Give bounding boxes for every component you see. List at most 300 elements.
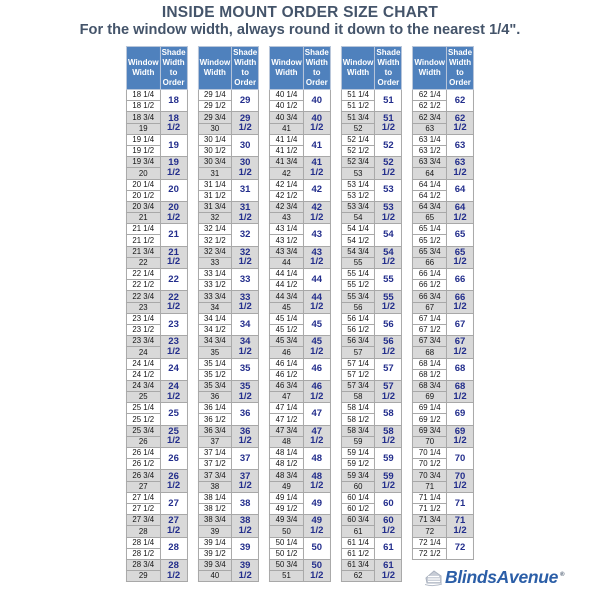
size-row bbox=[413, 336, 474, 347]
window-width-header: Window Width bbox=[270, 47, 304, 90]
shade-width-cell: 58 bbox=[375, 403, 402, 425]
window-width-cell: 51 3/4 bbox=[341, 112, 375, 123]
window-width-cell: 32 1/2 bbox=[198, 235, 232, 246]
size-row bbox=[341, 559, 402, 570]
shade-width-cell: 20 bbox=[160, 179, 187, 201]
blindsavenue-logo bbox=[424, 569, 565, 587]
shade-width-cell: 54 bbox=[375, 224, 402, 246]
shade-width-cell: 57 1/2 bbox=[375, 380, 402, 402]
size-row bbox=[126, 246, 187, 257]
shade-width-cell: 47 bbox=[303, 403, 330, 425]
window-width-cell: 31 3/4 bbox=[198, 201, 232, 212]
shade-width-cell: 42 1/2 bbox=[303, 201, 330, 223]
window-width-cell: 47 3/4 bbox=[270, 425, 304, 436]
shade-width-cell: 60 1/2 bbox=[375, 515, 402, 537]
size-column-3 bbox=[269, 46, 331, 582]
window-width-cell: 70 1/4 bbox=[413, 448, 447, 459]
chart-title: INSIDE MOUNT ORDER SIZE CHART bbox=[161, 4, 439, 21]
size-row bbox=[270, 358, 331, 369]
window-width-cell: 44 3/4 bbox=[270, 291, 304, 302]
window-width-cell: 56 1/4 bbox=[341, 313, 375, 324]
window-width-header: Window Width bbox=[413, 47, 447, 90]
size-row bbox=[126, 403, 187, 414]
window-width-cell: 26 1/2 bbox=[126, 459, 160, 470]
size-row bbox=[126, 425, 187, 436]
size-column-4 bbox=[341, 46, 403, 582]
shade-width-cell: 40 bbox=[303, 90, 330, 112]
shade-width-cell: 47 1/2 bbox=[303, 425, 330, 447]
size-row bbox=[270, 448, 331, 459]
window-width-cell: 50 3/4 bbox=[270, 559, 304, 570]
window-width-cell: 45 1/2 bbox=[270, 324, 304, 335]
size-row bbox=[270, 291, 331, 302]
shade-width-cell: 55 bbox=[375, 269, 402, 291]
size-row bbox=[198, 134, 259, 145]
size-row bbox=[341, 515, 402, 526]
window-width-cell: 27 1/4 bbox=[126, 492, 160, 503]
window-width-cell: 68 1/4 bbox=[413, 358, 447, 369]
size-row bbox=[198, 201, 259, 212]
window-width-cell: 69 1/4 bbox=[413, 403, 447, 414]
window-width-cell: 44 1/4 bbox=[270, 269, 304, 280]
window-width-header: Window Width bbox=[341, 47, 375, 90]
window-width-cell: 37 bbox=[198, 436, 232, 447]
window-width-cell: 21 3/4 bbox=[126, 246, 160, 257]
shade-width-cell: 19 1/2 bbox=[160, 157, 187, 179]
size-row bbox=[270, 134, 331, 145]
window-width-cell: 54 3/4 bbox=[341, 246, 375, 257]
window-width-cell: 27 bbox=[126, 481, 160, 492]
size-row bbox=[341, 157, 402, 168]
size-column-1 bbox=[126, 46, 188, 582]
window-width-cell: 19 1/2 bbox=[126, 145, 160, 156]
window-width-cell: 38 bbox=[198, 481, 232, 492]
window-width-cell: 29 bbox=[126, 571, 160, 582]
shade-width-cell: 56 1/2 bbox=[375, 336, 402, 358]
shade-width-cell: 43 1/2 bbox=[303, 246, 330, 268]
size-row bbox=[198, 224, 259, 235]
window-width-cell: 43 1/2 bbox=[270, 235, 304, 246]
shade-width-cell: 26 bbox=[160, 448, 187, 470]
window-width-cell: 52 3/4 bbox=[341, 157, 375, 168]
window-width-cell: 57 bbox=[341, 347, 375, 358]
window-width-cell: 38 1/4 bbox=[198, 492, 232, 503]
window-width-cell: 32 1/4 bbox=[198, 224, 232, 235]
window-width-cell: 45 bbox=[270, 302, 304, 313]
window-width-cell: 35 1/2 bbox=[198, 369, 232, 380]
window-width-cell: 33 1/2 bbox=[198, 280, 232, 291]
size-column-5 bbox=[412, 46, 474, 560]
shade-width-cell: 39 bbox=[232, 537, 259, 559]
size-row bbox=[413, 537, 474, 548]
window-width-cell: 38 1/2 bbox=[198, 503, 232, 514]
size-row bbox=[341, 403, 402, 414]
size-row bbox=[270, 179, 331, 190]
size-row bbox=[126, 269, 187, 280]
window-width-cell: 43 1/4 bbox=[270, 224, 304, 235]
window-width-cell: 40 bbox=[198, 571, 232, 582]
window-width-cell: 69 bbox=[413, 392, 447, 403]
window-width-cell: 44 bbox=[270, 257, 304, 268]
window-width-cell: 48 3/4 bbox=[270, 470, 304, 481]
window-width-cell: 20 1/2 bbox=[126, 190, 160, 201]
size-row bbox=[270, 559, 331, 570]
shade-width-cell: 35 1/2 bbox=[232, 380, 259, 402]
size-row bbox=[270, 246, 331, 257]
window-width-cell: 21 1/2 bbox=[126, 235, 160, 246]
shade-width-cell: 46 bbox=[303, 358, 330, 380]
size-row bbox=[341, 537, 402, 548]
window-width-cell: 23 1/4 bbox=[126, 313, 160, 324]
window-width-cell: 51 1/4 bbox=[341, 90, 375, 101]
size-row bbox=[270, 492, 331, 503]
window-width-cell: 30 3/4 bbox=[198, 157, 232, 168]
window-width-cell: 24 3/4 bbox=[126, 380, 160, 391]
window-width-cell: 28 1/4 bbox=[126, 537, 160, 548]
size-row bbox=[198, 313, 259, 324]
window-width-cell: 51 bbox=[270, 571, 304, 582]
size-row bbox=[341, 380, 402, 391]
window-width-cell: 28 3/4 bbox=[126, 559, 160, 570]
size-row bbox=[341, 470, 402, 481]
window-width-cell: 24 1/2 bbox=[126, 369, 160, 380]
size-row bbox=[126, 90, 187, 101]
window-width-cell: 24 bbox=[126, 347, 160, 358]
shade-width-cell: 44 bbox=[303, 269, 330, 291]
window-width-cell: 27 1/2 bbox=[126, 503, 160, 514]
size-row bbox=[270, 269, 331, 280]
window-width-cell: 66 bbox=[413, 257, 447, 268]
shade-width-cell: 65 bbox=[447, 224, 474, 246]
shade-width-cell: 67 1/2 bbox=[447, 336, 474, 358]
shade-width-cell: 41 1/2 bbox=[303, 157, 330, 179]
size-row bbox=[341, 224, 402, 235]
size-row bbox=[413, 515, 474, 526]
window-width-cell: 58 1/2 bbox=[341, 414, 375, 425]
window-width-cell: 48 1/4 bbox=[270, 448, 304, 459]
window-width-cell: 19 bbox=[126, 123, 160, 134]
window-width-cell: 62 1/4 bbox=[413, 90, 447, 101]
window-width-cell: 34 bbox=[198, 302, 232, 313]
window-width-cell: 49 bbox=[270, 481, 304, 492]
window-width-cell: 72 1/4 bbox=[413, 537, 447, 548]
window-width-cell: 49 1/4 bbox=[270, 492, 304, 503]
window-width-cell: 30 1/2 bbox=[198, 145, 232, 156]
size-row bbox=[341, 448, 402, 459]
shade-width-cell: 35 bbox=[232, 358, 259, 380]
window-width-cell: 36 1/4 bbox=[198, 403, 232, 414]
window-width-cell: 51 1/2 bbox=[341, 101, 375, 112]
window-width-cell: 42 1/2 bbox=[270, 190, 304, 201]
window-width-cell: 62 1/2 bbox=[413, 101, 447, 112]
shade-width-cell: 58 1/2 bbox=[375, 425, 402, 447]
size-row bbox=[126, 380, 187, 391]
size-row bbox=[341, 179, 402, 190]
shade-width-cell: 66 1/2 bbox=[447, 291, 474, 313]
shade-width-cell: 36 bbox=[232, 403, 259, 425]
shade-width-cell: 33 bbox=[232, 269, 259, 291]
window-width-cell: 34 1/2 bbox=[198, 324, 232, 335]
window-width-cell: 50 1/2 bbox=[270, 548, 304, 559]
window-width-cell: 18 3/4 bbox=[126, 112, 160, 123]
window-width-cell: 30 1/4 bbox=[198, 134, 232, 145]
shade-width-cell: 38 1/2 bbox=[232, 515, 259, 537]
shade-width-cell: 21 1/2 bbox=[160, 246, 187, 268]
window-width-cell: 39 bbox=[198, 526, 232, 537]
shade-width-cell: 54 1/2 bbox=[375, 246, 402, 268]
shade-width-cell: 68 bbox=[447, 358, 474, 380]
shade-width-cell: 27 1/2 bbox=[160, 515, 187, 537]
size-row bbox=[341, 201, 402, 212]
shade-width-cell: 68 1/2 bbox=[447, 380, 474, 402]
shade-width-cell: 29 1/2 bbox=[232, 112, 259, 134]
shade-width-cell: 62 1/2 bbox=[447, 112, 474, 134]
window-width-cell: 61 1/2 bbox=[341, 548, 375, 559]
window-width-cell: 31 1/4 bbox=[198, 179, 232, 190]
window-width-cell: 36 1/2 bbox=[198, 414, 232, 425]
window-width-cell: 39 1/4 bbox=[198, 537, 232, 548]
size-row bbox=[270, 537, 331, 548]
size-row bbox=[126, 313, 187, 324]
size-row bbox=[126, 291, 187, 302]
size-row bbox=[126, 492, 187, 503]
size-row bbox=[198, 470, 259, 481]
size-row bbox=[413, 425, 474, 436]
window-width-cell: 55 1/2 bbox=[341, 280, 375, 291]
window-width-cell: 34 1/4 bbox=[198, 313, 232, 324]
size-row bbox=[413, 112, 474, 123]
window-width-cell: 61 bbox=[341, 526, 375, 537]
window-width-cell: 60 bbox=[341, 481, 375, 492]
size-row bbox=[198, 515, 259, 526]
window-width-cell: 20 1/4 bbox=[126, 179, 160, 190]
size-row bbox=[341, 425, 402, 436]
size-row bbox=[126, 157, 187, 168]
size-row bbox=[198, 492, 259, 503]
size-row bbox=[270, 336, 331, 347]
size-row bbox=[413, 269, 474, 280]
size-row bbox=[126, 358, 187, 369]
size-row bbox=[126, 112, 187, 123]
window-width-cell: 57 1/2 bbox=[341, 369, 375, 380]
size-row bbox=[341, 269, 402, 280]
window-width-cell: 42 bbox=[270, 168, 304, 179]
window-width-cell: 70 bbox=[413, 436, 447, 447]
header-row bbox=[270, 47, 331, 90]
shade-width-cell: 25 1/2 bbox=[160, 425, 187, 447]
window-width-cell: 32 bbox=[198, 213, 232, 224]
window-width-cell: 64 bbox=[413, 168, 447, 179]
shade-width-cell: 29 bbox=[232, 90, 259, 112]
window-width-cell: 49 1/2 bbox=[270, 503, 304, 514]
shade-width-cell: 53 1/2 bbox=[375, 201, 402, 223]
window-width-cell: 59 bbox=[341, 436, 375, 447]
size-row bbox=[413, 470, 474, 481]
window-width-cell: 58 1/4 bbox=[341, 403, 375, 414]
shade-width-cell: 37 1/2 bbox=[232, 470, 259, 492]
window-width-cell: 53 bbox=[341, 168, 375, 179]
size-row bbox=[198, 179, 259, 190]
window-width-cell: 60 3/4 bbox=[341, 515, 375, 526]
window-width-cell: 50 bbox=[270, 526, 304, 537]
window-width-cell: 59 1/2 bbox=[341, 459, 375, 470]
window-width-cell: 65 3/4 bbox=[413, 246, 447, 257]
shade-width-cell: 67 bbox=[447, 313, 474, 335]
window-width-cell: 54 1/2 bbox=[341, 235, 375, 246]
window-width-cell: 22 3/4 bbox=[126, 291, 160, 302]
size-row bbox=[413, 380, 474, 391]
shade-width-header: Shade Width to Order bbox=[232, 47, 259, 90]
window-width-cell: 36 bbox=[198, 392, 232, 403]
window-width-cell: 28 1/2 bbox=[126, 548, 160, 559]
size-row bbox=[126, 515, 187, 526]
shade-width-cell: 34 1/2 bbox=[232, 336, 259, 358]
shade-width-cell: 18 bbox=[160, 90, 187, 112]
shade-width-cell: 56 bbox=[375, 313, 402, 335]
shade-width-cell: 27 bbox=[160, 492, 187, 514]
window-width-cell: 60 1/4 bbox=[341, 492, 375, 503]
size-row bbox=[270, 224, 331, 235]
shade-width-cell: 31 1/2 bbox=[232, 201, 259, 223]
size-row bbox=[198, 448, 259, 459]
shade-width-header: Shade Width to Order bbox=[160, 47, 187, 90]
shade-width-cell: 20 1/2 bbox=[160, 201, 187, 223]
size-row bbox=[198, 269, 259, 280]
window-width-cell: 64 1/2 bbox=[413, 190, 447, 201]
size-row bbox=[341, 336, 402, 347]
window-width-cell: 70 3/4 bbox=[413, 470, 447, 481]
shade-width-cell: 69 bbox=[447, 403, 474, 425]
shade-width-cell: 25 bbox=[160, 403, 187, 425]
shade-width-cell: 49 bbox=[303, 492, 330, 514]
window-width-cell: 29 1/4 bbox=[198, 90, 232, 101]
window-width-cell: 26 1/4 bbox=[126, 448, 160, 459]
window-width-cell: 63 bbox=[413, 123, 447, 134]
window-width-cell: 68 3/4 bbox=[413, 380, 447, 391]
shade-width-cell: 44 1/2 bbox=[303, 291, 330, 313]
shade-width-cell: 45 bbox=[303, 313, 330, 335]
window-width-cell: 61 1/4 bbox=[341, 537, 375, 548]
window-width-cell: 26 bbox=[126, 436, 160, 447]
size-row bbox=[198, 291, 259, 302]
size-row bbox=[126, 134, 187, 145]
window-width-cell: 32 3/4 bbox=[198, 246, 232, 257]
size-row bbox=[341, 246, 402, 257]
size-row bbox=[198, 425, 259, 436]
size-row bbox=[198, 246, 259, 257]
size-row bbox=[126, 224, 187, 235]
window-width-cell: 37 3/4 bbox=[198, 470, 232, 481]
window-width-cell: 62 bbox=[341, 571, 375, 582]
size-row bbox=[126, 448, 187, 459]
window-width-cell: 36 3/4 bbox=[198, 425, 232, 436]
shade-width-cell: 23 bbox=[160, 313, 187, 335]
window-width-cell: 64 1/4 bbox=[413, 179, 447, 190]
window-width-cell: 46 bbox=[270, 347, 304, 358]
window-width-cell: 47 bbox=[270, 392, 304, 403]
shade-width-cell: 63 bbox=[447, 134, 474, 156]
window-width-cell: 63 3/4 bbox=[413, 157, 447, 168]
window-width-cell: 67 1/2 bbox=[413, 324, 447, 335]
window-width-cell: 33 3/4 bbox=[198, 291, 232, 302]
size-row bbox=[126, 336, 187, 347]
size-row bbox=[270, 425, 331, 436]
shade-width-cell: 19 bbox=[160, 134, 187, 156]
shade-width-header: Shade Width to Order bbox=[303, 47, 330, 90]
window-width-cell: 33 bbox=[198, 257, 232, 268]
window-width-cell: 61 3/4 bbox=[341, 559, 375, 570]
shade-width-cell: 22 1/2 bbox=[160, 291, 187, 313]
shade-width-cell: 18 1/2 bbox=[160, 112, 187, 134]
window-width-cell: 35 3/4 bbox=[198, 380, 232, 391]
window-width-cell: 39 1/2 bbox=[198, 548, 232, 559]
window-width-cell: 19 3/4 bbox=[126, 157, 160, 168]
shade-width-cell: 71 1/2 bbox=[447, 515, 474, 537]
window-width-cell: 41 3/4 bbox=[270, 157, 304, 168]
window-width-cell: 56 1/2 bbox=[341, 324, 375, 335]
shade-width-cell: 46 1/2 bbox=[303, 380, 330, 402]
size-row bbox=[413, 291, 474, 302]
window-width-cell: 23 3/4 bbox=[126, 336, 160, 347]
shade-width-cell: 43 bbox=[303, 224, 330, 246]
shade-width-cell: 55 1/2 bbox=[375, 291, 402, 313]
shade-width-cell: 28 bbox=[160, 537, 187, 559]
window-width-cell: 42 1/4 bbox=[270, 179, 304, 190]
shade-width-cell: 36 1/2 bbox=[232, 425, 259, 447]
shade-width-cell: 53 bbox=[375, 179, 402, 201]
window-width-cell: 33 1/4 bbox=[198, 269, 232, 280]
window-width-cell: 48 1/2 bbox=[270, 459, 304, 470]
window-width-cell: 38 3/4 bbox=[198, 515, 232, 526]
window-width-cell: 21 bbox=[126, 213, 160, 224]
window-width-cell: 52 bbox=[341, 123, 375, 134]
shade-width-cell: 28 1/2 bbox=[160, 559, 187, 581]
window-width-cell: 70 1/2 bbox=[413, 459, 447, 470]
size-row bbox=[341, 492, 402, 503]
window-width-cell: 45 3/4 bbox=[270, 336, 304, 347]
size-column-2 bbox=[198, 46, 260, 582]
size-row bbox=[413, 403, 474, 414]
size-row bbox=[270, 157, 331, 168]
shade-width-header: Shade Width to Order bbox=[375, 47, 402, 90]
window-width-cell: 41 1/2 bbox=[270, 145, 304, 156]
window-width-cell: 66 3/4 bbox=[413, 291, 447, 302]
size-row bbox=[270, 313, 331, 324]
size-row bbox=[413, 201, 474, 212]
shade-width-cell: 52 1/2 bbox=[375, 157, 402, 179]
size-row bbox=[413, 134, 474, 145]
window-width-cell: 35 1/4 bbox=[198, 358, 232, 369]
size-row bbox=[270, 380, 331, 391]
shade-width-cell: 45 1/2 bbox=[303, 336, 330, 358]
window-width-cell: 66 1/4 bbox=[413, 269, 447, 280]
window-width-cell: 54 bbox=[341, 213, 375, 224]
size-row bbox=[270, 90, 331, 101]
window-width-cell: 62 3/4 bbox=[413, 112, 447, 123]
window-width-cell: 30 bbox=[198, 123, 232, 134]
window-width-cell: 57 1/4 bbox=[341, 358, 375, 369]
size-row bbox=[413, 224, 474, 235]
blindsavenue-logo-text: BlindsAvenue bbox=[445, 567, 559, 587]
window-width-cell: 68 1/2 bbox=[413, 369, 447, 380]
window-width-cell: 29 3/4 bbox=[198, 112, 232, 123]
size-row bbox=[413, 358, 474, 369]
window-width-cell: 67 3/4 bbox=[413, 336, 447, 347]
window-width-cell: 25 3/4 bbox=[126, 425, 160, 436]
size-row bbox=[341, 90, 402, 101]
window-width-cell: 53 1/4 bbox=[341, 179, 375, 190]
shade-width-cell: 23 1/2 bbox=[160, 336, 187, 358]
